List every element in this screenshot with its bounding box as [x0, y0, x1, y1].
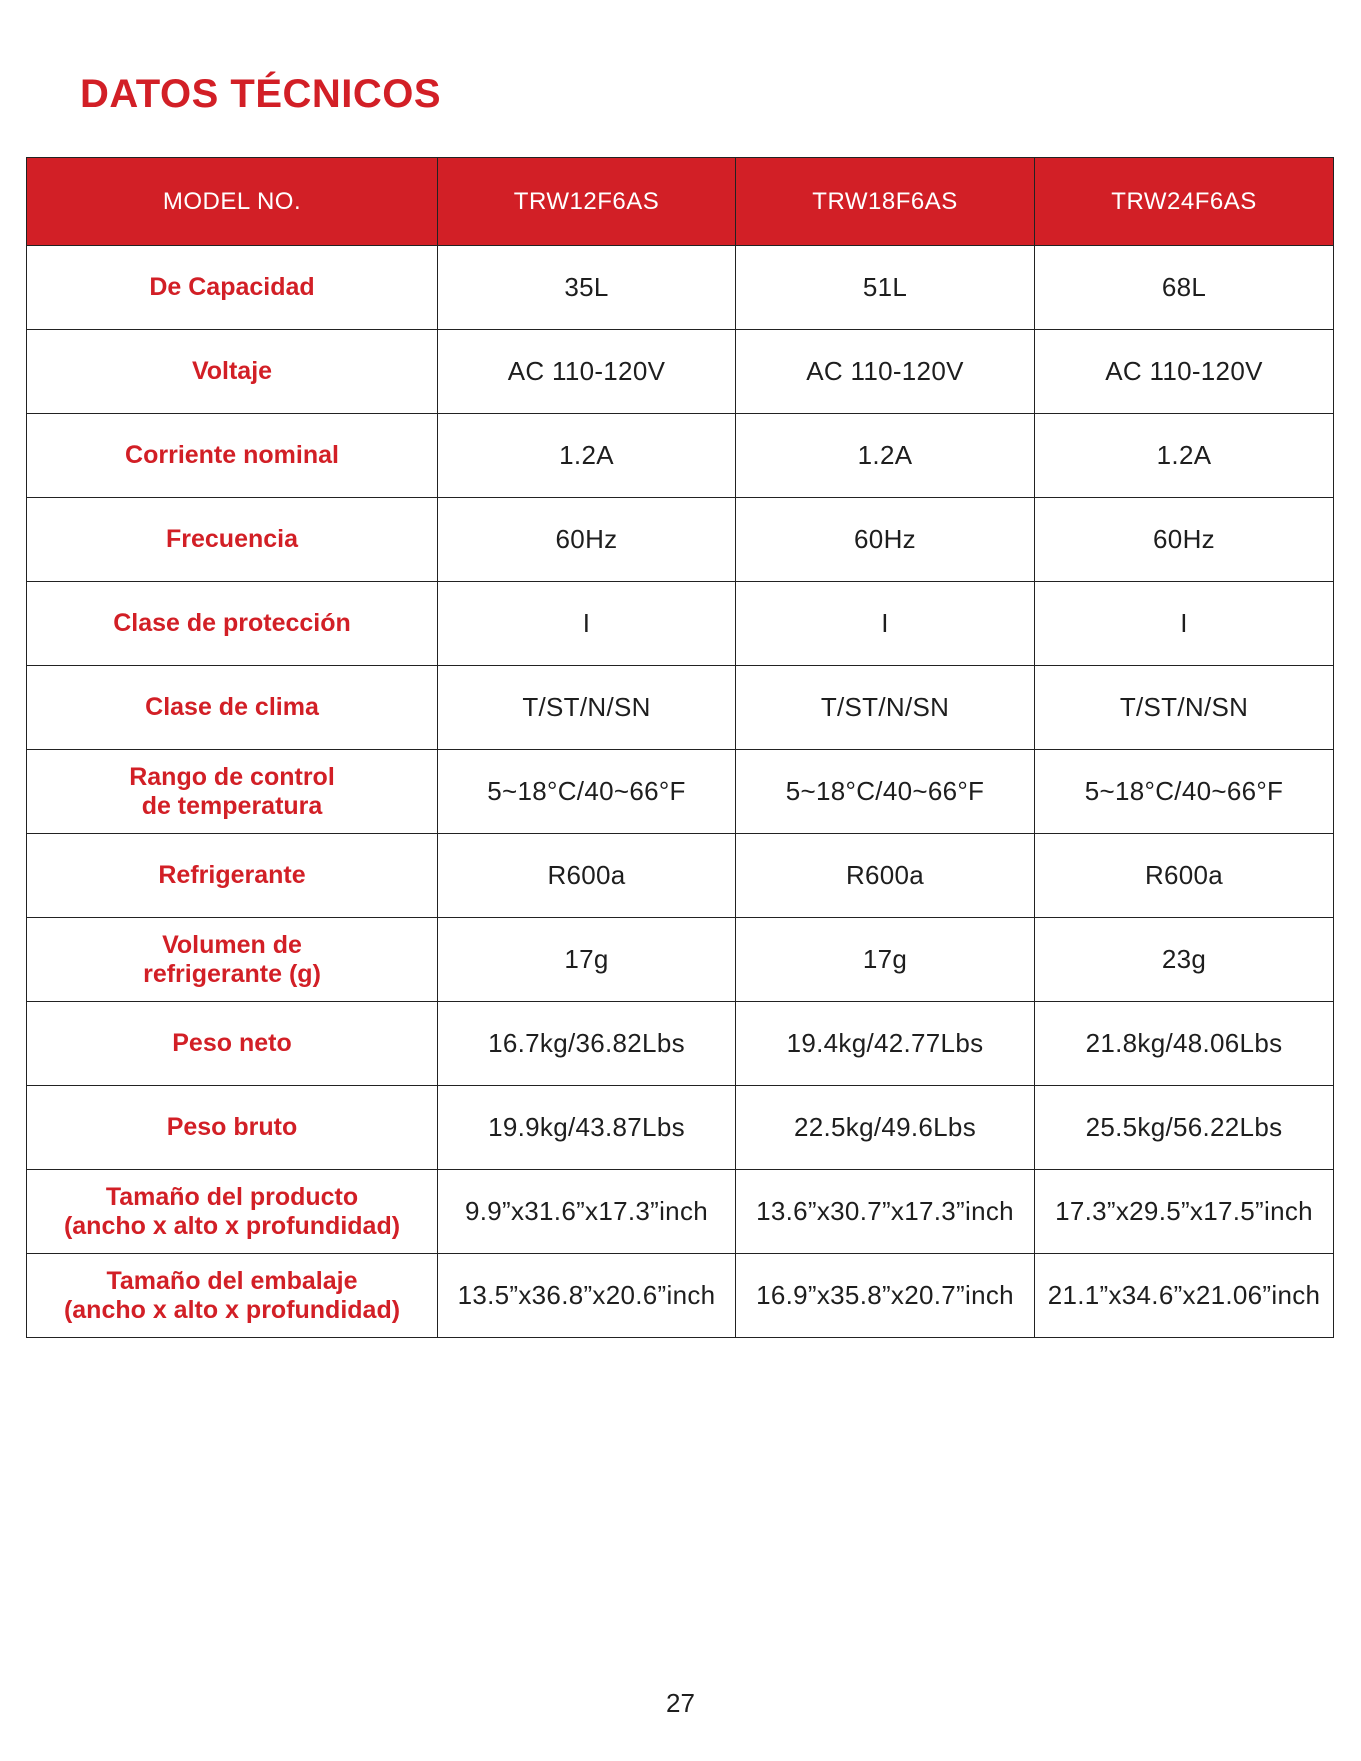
row-label: Tamaño del producto (ancho x alto x profundidad) [27, 1170, 438, 1254]
value-cell-model-3: 21.8kg/48.06Lbs [1035, 1002, 1334, 1086]
value-cell-model-2: AC 110-120V [736, 330, 1035, 414]
value-cell-model-1: 1.2A [438, 414, 736, 498]
row-label: De Capacidad [27, 246, 438, 330]
value-cell-model-2: 22.5kg/49.6Lbs [736, 1086, 1035, 1170]
header-row [27, 158, 1334, 246]
value-cell-model-1: 60Hz [438, 498, 736, 582]
table-row [27, 414, 1334, 498]
row-label: Rango de control de temperatura [27, 750, 438, 834]
value-cell-model-3: I [1035, 582, 1334, 666]
row-label: Volumen de refrigerante (g) [27, 918, 438, 1002]
table-body [27, 246, 1334, 1338]
row-label: Tamaño del embalaje (ancho x alto x profundidad) [27, 1254, 438, 1338]
row-label: Voltaje [27, 330, 438, 414]
value-cell-model-3: 17.3”x29.5”x17.5”inch [1035, 1170, 1334, 1254]
table-row [27, 330, 1334, 414]
table-row [27, 1170, 1334, 1254]
value-cell-model-2: 16.9”x35.8”x20.7”inch [736, 1254, 1035, 1338]
value-cell-model-3: 60Hz [1035, 498, 1334, 582]
value-cell-model-1: 13.5”x36.8”x20.6”inch [438, 1254, 736, 1338]
table-row [27, 582, 1334, 666]
table-header [27, 158, 1334, 246]
value-cell-model-2: I [736, 582, 1035, 666]
row-label: Peso bruto [27, 1086, 438, 1170]
value-cell-model-1: 5~18°C/40~66°F [438, 750, 736, 834]
value-cell-model-1: 9.9”x31.6”x17.3”inch [438, 1170, 736, 1254]
value-cell-model-2: 19.4kg/42.77Lbs [736, 1002, 1035, 1086]
value-cell-model-3: AC 110-120V [1035, 330, 1334, 414]
value-cell-model-3: T/ST/N/SN [1035, 666, 1334, 750]
value-cell-model-2: 5~18°C/40~66°F [736, 750, 1035, 834]
value-cell-model-1: I [438, 582, 736, 666]
row-label: Refrigerante [27, 834, 438, 918]
value-cell-model-1: AC 110-120V [438, 330, 736, 414]
value-cell-model-3: 1.2A [1035, 414, 1334, 498]
value-cell-model-1: R600a [438, 834, 736, 918]
value-cell-model-3: 5~18°C/40~66°F [1035, 750, 1334, 834]
header-cell-model-1: TRW12F6AS [438, 158, 736, 246]
value-cell-model-3: 21.1”x34.6”x21.06”inch [1035, 1254, 1334, 1338]
page-title: DATOS TÉCNICOS [80, 72, 442, 116]
table-row [27, 498, 1334, 582]
value-cell-model-1: 17g [438, 918, 736, 1002]
table-row [27, 666, 1334, 750]
value-cell-model-3: 68L [1035, 246, 1334, 330]
value-cell-model-2: R600a [736, 834, 1035, 918]
table-row [27, 918, 1334, 1002]
row-label: Clase de protección [27, 582, 438, 666]
value-cell-model-2: 13.6”x30.7”x17.3”inch [736, 1170, 1035, 1254]
value-cell-model-2: 51L [736, 246, 1035, 330]
table-row [27, 1254, 1334, 1338]
header-cell-model-2: TRW18F6AS [736, 158, 1035, 246]
value-cell-model-1: 16.7kg/36.82Lbs [438, 1002, 736, 1086]
table-row [27, 1086, 1334, 1170]
value-cell-model-3: 23g [1035, 918, 1334, 1002]
header-cell-model-3: TRW24F6AS [1035, 158, 1334, 246]
value-cell-model-2: 60Hz [736, 498, 1035, 582]
value-cell-model-2: T/ST/N/SN [736, 666, 1035, 750]
table-row [27, 834, 1334, 918]
value-cell-model-3: 25.5kg/56.22Lbs [1035, 1086, 1334, 1170]
value-cell-model-2: 1.2A [736, 414, 1035, 498]
table-row [27, 246, 1334, 330]
row-label: Corriente nominal [27, 414, 438, 498]
header-cell-model-no: MODEL NO. [27, 158, 438, 246]
technical-data-table [26, 157, 1334, 1338]
row-label: Clase de clima [27, 666, 438, 750]
page-number: 27 [666, 1688, 695, 1718]
value-cell-model-2: 17g [736, 918, 1035, 1002]
row-label: Frecuencia [27, 498, 438, 582]
row-label: Peso neto [27, 1002, 438, 1086]
value-cell-model-1: 19.9kg/43.87Lbs [438, 1086, 736, 1170]
value-cell-model-3: R600a [1035, 834, 1334, 918]
value-cell-model-1: 35L [438, 246, 736, 330]
value-cell-model-1: T/ST/N/SN [438, 666, 736, 750]
table-row [27, 750, 1334, 834]
table-row [27, 1002, 1334, 1086]
